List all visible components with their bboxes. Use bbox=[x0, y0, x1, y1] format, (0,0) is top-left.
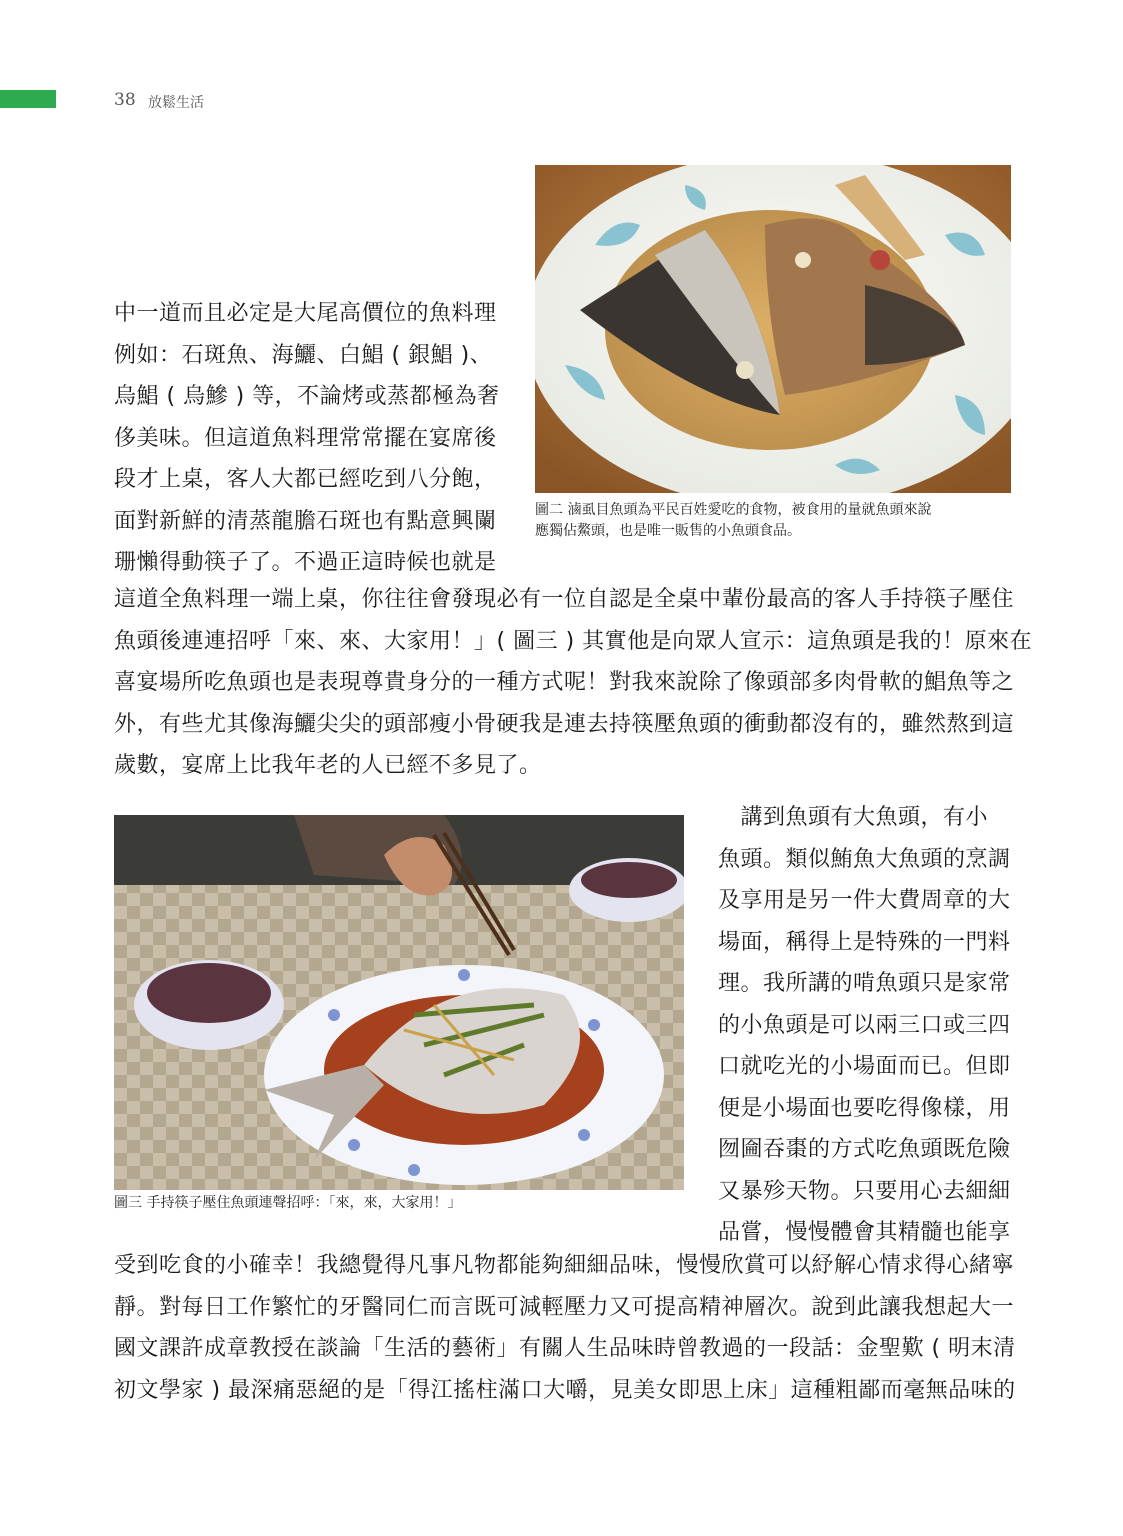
section-title: 放鬆生活 bbox=[148, 95, 204, 111]
text-line: 國文課許成章教授在談論「生活的藝術」有關人生品味時曾教過的一段話：金聖歎 ( 明末清 bbox=[114, 1336, 1016, 1361]
text-line: 魚頭後連連招呼「來、來、大家用！」( 圖三 ) 其實他是向眾人宣示：這魚頭是我的！原來在 bbox=[114, 628, 1033, 654]
text-line: 面對新鮮的清蒸龍膽石斑也有點意興闌 bbox=[114, 508, 497, 534]
text-line: 場面，稱得上是特殊的一門料 bbox=[718, 929, 1011, 955]
text-line: 靜。對每日工作繁忙的牙醫同仁而言既可減輕壓力又可提高精神層次。說到此讓我想起大一 bbox=[114, 1294, 1015, 1320]
text-line: 理。我所講的啃魚頭只是家常 bbox=[718, 971, 1011, 996]
text-line: 口就吃光的小場面而已。但即 bbox=[718, 1054, 1011, 1079]
page-number: 38 bbox=[114, 90, 136, 110]
text-line: 又暴殄天物。只要用心去細細 bbox=[718, 1178, 1011, 1204]
paragraph-2-narrow bbox=[718, 797, 1014, 1254]
text-line: 侈美味。但這道魚料理常常擺在宴席後 bbox=[114, 425, 497, 451]
text-line: 囫圇吞棗的方式吃魚頭既危險 bbox=[718, 1137, 1011, 1162]
figure2-caption bbox=[535, 500, 1015, 542]
caption-line: 圖二 滷虱目魚頭為平民百姓愛吃的食物，被食用的量就魚頭來說 bbox=[535, 502, 932, 518]
text-line: 外，有些尤其像海鱺尖尖的頭部瘦小骨硬我是連去持筷壓魚頭的衝動都沒有的，雖然熬到這 bbox=[114, 711, 1015, 737]
text-line: 講到魚頭有大魚頭，有小 bbox=[718, 805, 989, 830]
text-line: 例如：石斑魚、海鱺、白鯧 ( 銀鯧 )、 bbox=[114, 342, 493, 368]
caption-line: 應獨佔鰲頭，也是唯一販售的小魚頭食品。 bbox=[535, 523, 801, 539]
paragraph-1-full bbox=[114, 579, 1033, 787]
header-accent-bar bbox=[0, 90, 56, 108]
text-line: 這道全魚料理一端上桌，你往往會發現必有一位自認是全桌中輩份最高的客人手持筷子壓住 bbox=[114, 587, 1015, 612]
text-line: 珊懶得動筷子了。不過正這時候也就是 bbox=[114, 550, 497, 575]
paragraph-2-full bbox=[114, 1245, 1014, 1411]
steamed-fish-chopsticks-photo bbox=[114, 815, 684, 1190]
text-line: 的小魚頭是可以兩三口或三四 bbox=[718, 1012, 1011, 1038]
text-line: 便是小場面也要吃得像樣，用 bbox=[718, 1095, 1011, 1121]
text-line: 初文學家 ) 最深痛惡絕的是「得江搖柱滿口大嚼，見美女即思上床」這種粗鄙而毫無品味的 bbox=[114, 1377, 1016, 1403]
fish-head-plate-photo bbox=[535, 165, 1011, 493]
figure3-caption: 圖三 手持筷子壓住魚頭連聲招呼：「來，來，大家用！」 bbox=[114, 1195, 462, 1211]
text-line: 喜宴場所吃魚頭也是表現尊貴身分的一種方式呢！對我來說除了像頭部多肉骨軟的鯧魚等之 bbox=[114, 670, 1015, 695]
text-line: 魚頭。類似鮪魚大魚頭的烹調 bbox=[718, 846, 1011, 872]
text-line: 品嘗，慢慢體會其精髓也能享 bbox=[718, 1220, 1011, 1245]
text-line: 烏鯧 ( 烏鰺 ) 等，不論烤或蒸都極為奢 bbox=[114, 384, 500, 409]
paragraph-1-narrow bbox=[114, 293, 504, 584]
text-line: 歲數，宴席上比我年老的人已經不多見了。 bbox=[114, 753, 542, 778]
text-line: 段才上桌，客人大都已經吃到八分飽， bbox=[114, 467, 497, 492]
text-line: 中一道而且必定是大尾高價位的魚料理 bbox=[114, 301, 497, 326]
text-line: 及享用是另一件大費周章的大 bbox=[718, 888, 1011, 913]
text-line: 受到吃食的小確幸！我總覺得凡事凡物都能夠細細品味，慢慢欣賞可以紓解心情求得心緒寧 bbox=[114, 1253, 1015, 1278]
